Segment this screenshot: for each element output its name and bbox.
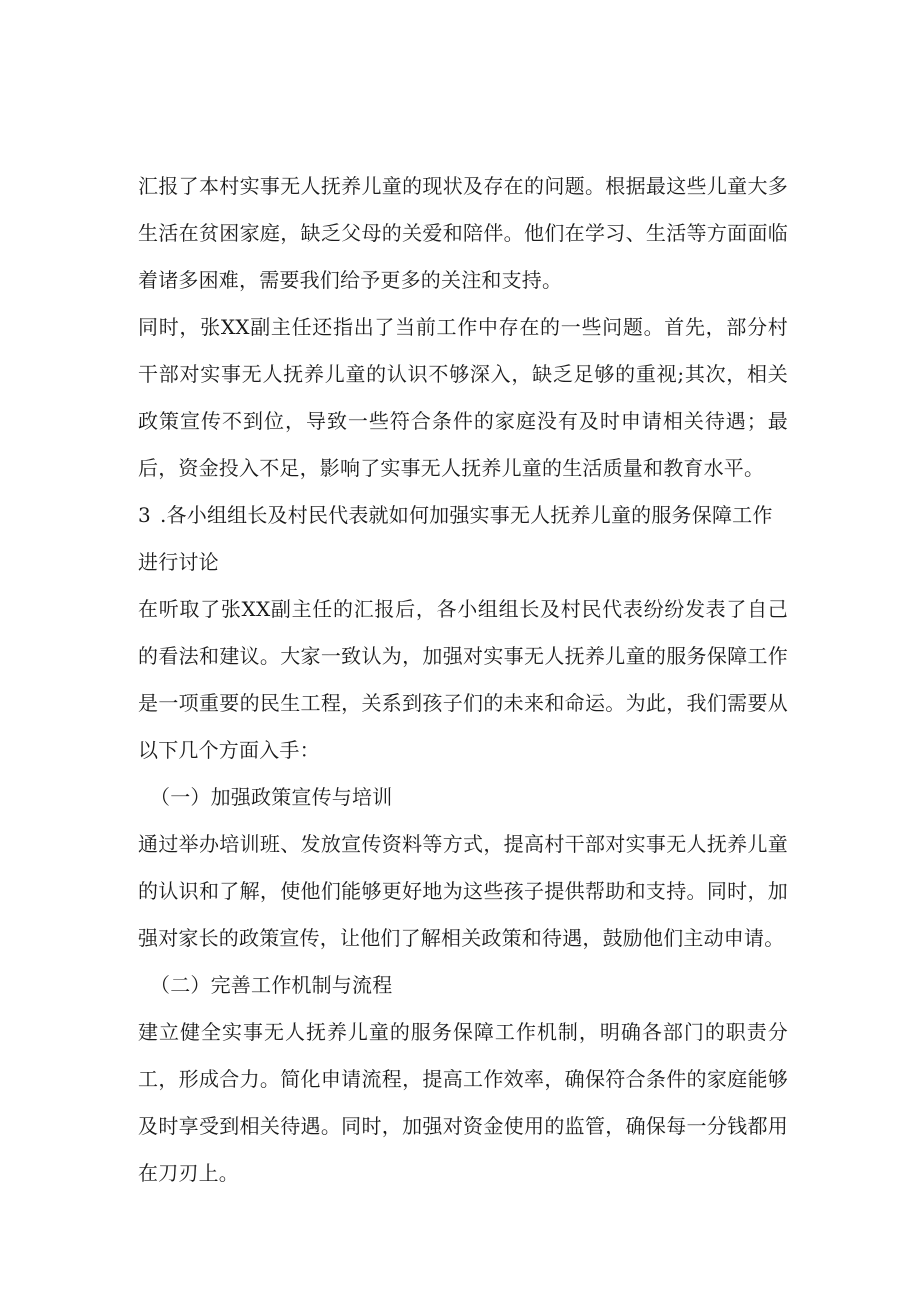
paragraph-problems: 同时，张XX副主任还指出了当前工作中存在的一些问题。首先，部分村干部对实事无人抚养儿童的认识不够深入，缺乏足够的重视;其次，相关政策宣传不到位，导致一些符合条件的家庭没有及时申请相关待遇；最后，资金投入不足，影响了实事无人抚养儿童的生活质量和教育水平。	[138, 315, 788, 480]
section-3-title: .各小组组长及村民代表就如何加强实事无人抚养儿童的服务保障工作进行讨论	[138, 503, 773, 574]
section-3-number: 3	[138, 503, 151, 527]
paragraph-work-mechanism: 建立健全实事无人抚养儿童的服务保障工作机制，明确各部门的职责分工，形成合力。简化申请流程，提高工作效率，确保符合条件的家庭能够及时享受到相关待遇。同时，加强对资金使用的监管，确保每一分钱都用在刀刃上。	[138, 1020, 788, 1185]
section-3-heading	[138, 492, 788, 586]
subsection-2-heading: （二）完善工作机制与流程	[150, 973, 393, 997]
subsection-1-heading: （一）加强政策宣传与培训	[150, 785, 393, 809]
paragraph-discussion: 在听取了张XX副主任的汇报后，各小组组长及村民代表纷纷发表了自己的看法和建议。大家一致认为，加强对实事无人抚养儿童的服务保障工作是一项重要的民生工程，关系到孩子们的未来和命运。为此，我们需要从以下几个方面入手：	[138, 597, 788, 762]
paragraph-policy-promotion: 通过举办培训班、发放宣传资料等方式，提高村干部对实事无人抚养儿童的认识和了解，使他们能够更好地为这些孩子提供帮助和支持。同时，加强对家长的政策宣传，让他们了解相关政策和待遇，鼓励他们主动申请。	[138, 832, 788, 950]
paragraph-situation-report: 汇报了本村实事无人抚养儿童的现状及存在的问题。根据最这些儿童大多生活在贫困家庭，缺乏父母的关爱和陪伴。他们在学习、生活等方面面临着诸多困难，需要我们给予更多的关注和支持。	[138, 174, 788, 292]
document-body	[138, 163, 788, 1197]
